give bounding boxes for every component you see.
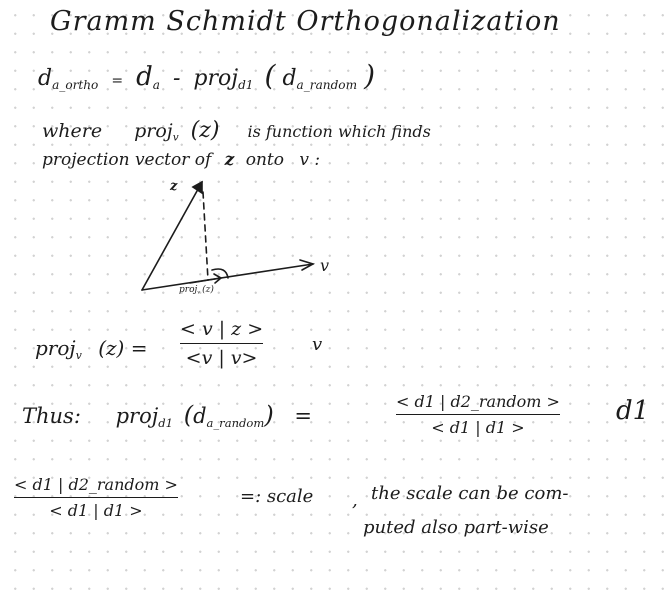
def-text: is function which finds bbox=[247, 122, 431, 141]
eq1-arg-open: ( bbox=[264, 59, 276, 92]
def-where: where bbox=[42, 120, 103, 142]
eq2-numerator: < v | z > bbox=[180, 318, 264, 340]
eq1-proj-sub: d1 bbox=[238, 78, 254, 93]
eq3-proj: proj bbox=[115, 404, 159, 428]
def-proj-sub: v bbox=[172, 131, 179, 144]
eq1-lhs-sub: a_ortho bbox=[52, 78, 99, 93]
perpendicular-dashed-line bbox=[203, 192, 208, 280]
eq2-fraction-bar bbox=[180, 343, 263, 344]
eq2-denominator: <v | v> bbox=[185, 347, 258, 369]
eq1-lhs: d bbox=[38, 66, 53, 91]
diagram-proj-text: proj bbox=[179, 285, 198, 295]
eq3-arg-close: ) bbox=[264, 401, 274, 429]
vector-z-line bbox=[142, 179, 202, 290]
title-text: Gramm Schmidt Orthogonalization bbox=[50, 6, 561, 37]
eq2-lhs-arg: (z) = bbox=[98, 336, 148, 360]
eq3-fraction-bar bbox=[396, 414, 560, 415]
eq3-numerator: < d1 | d2_random > bbox=[396, 392, 560, 411]
eq2-times-v: v bbox=[312, 334, 323, 355]
equation-projection-definition bbox=[35, 338, 147, 361]
diagram-proj-sub: v bbox=[197, 289, 201, 296]
eq4-fraction bbox=[14, 475, 178, 520]
eq3-denominator: < d1 | d1 > bbox=[431, 418, 525, 437]
def-proj-arg: (z) bbox=[190, 118, 220, 143]
eq4-numerator: < d1 | d2_random > bbox=[14, 475, 178, 494]
diagram-proj-arg: (z) bbox=[202, 285, 214, 295]
eq4-comma: , bbox=[352, 490, 358, 511]
eq1-equals: = bbox=[111, 73, 124, 89]
diagram-z-label: z bbox=[170, 179, 178, 194]
def2-onto: onto bbox=[245, 150, 284, 170]
eq2-fraction bbox=[180, 318, 263, 369]
def2-z: z bbox=[224, 150, 235, 170]
eq1-arg-sub: a_random bbox=[296, 78, 358, 93]
eq3-fraction bbox=[396, 392, 560, 437]
eq3-arg-open: ( bbox=[183, 401, 194, 429]
diagram-v-label: v bbox=[320, 256, 330, 275]
eq3-thus: Thus: bbox=[22, 404, 81, 428]
eq3-times-d1: d1 bbox=[616, 396, 650, 426]
eq3-arg: d bbox=[193, 404, 207, 428]
eq2-lhs-sub: v bbox=[75, 348, 82, 362]
eq1-rhs-main-sub: a bbox=[152, 78, 160, 93]
diagram-projection-label bbox=[179, 286, 214, 296]
eq2-lhs: proj bbox=[35, 336, 76, 360]
equation-thus bbox=[22, 403, 312, 430]
eq4-text-line-2: puted also part-wise bbox=[363, 517, 549, 538]
eq1-minus: - bbox=[172, 66, 181, 91]
eq4-defined-as-scale: =: scale bbox=[240, 486, 314, 507]
eq1-arg: d bbox=[282, 66, 297, 91]
def2-text: projection vector of bbox=[42, 150, 212, 170]
def-proj: proj bbox=[134, 120, 173, 142]
eq3-proj-sub: d1 bbox=[158, 416, 173, 431]
eq3-arg-sub: a_random bbox=[206, 416, 265, 431]
eq4-fraction-bar bbox=[14, 497, 178, 498]
eq1-proj: proj bbox=[193, 66, 239, 91]
eq1-rhs-main: d bbox=[136, 62, 153, 92]
eq3-equals: = bbox=[294, 404, 312, 428]
eq1-arg-close: ) bbox=[364, 59, 375, 92]
eq4-text-line-1: the scale can be com- bbox=[371, 483, 569, 504]
eq4-denominator: < d1 | d1 > bbox=[49, 501, 143, 520]
def2-v: v : bbox=[299, 150, 321, 170]
